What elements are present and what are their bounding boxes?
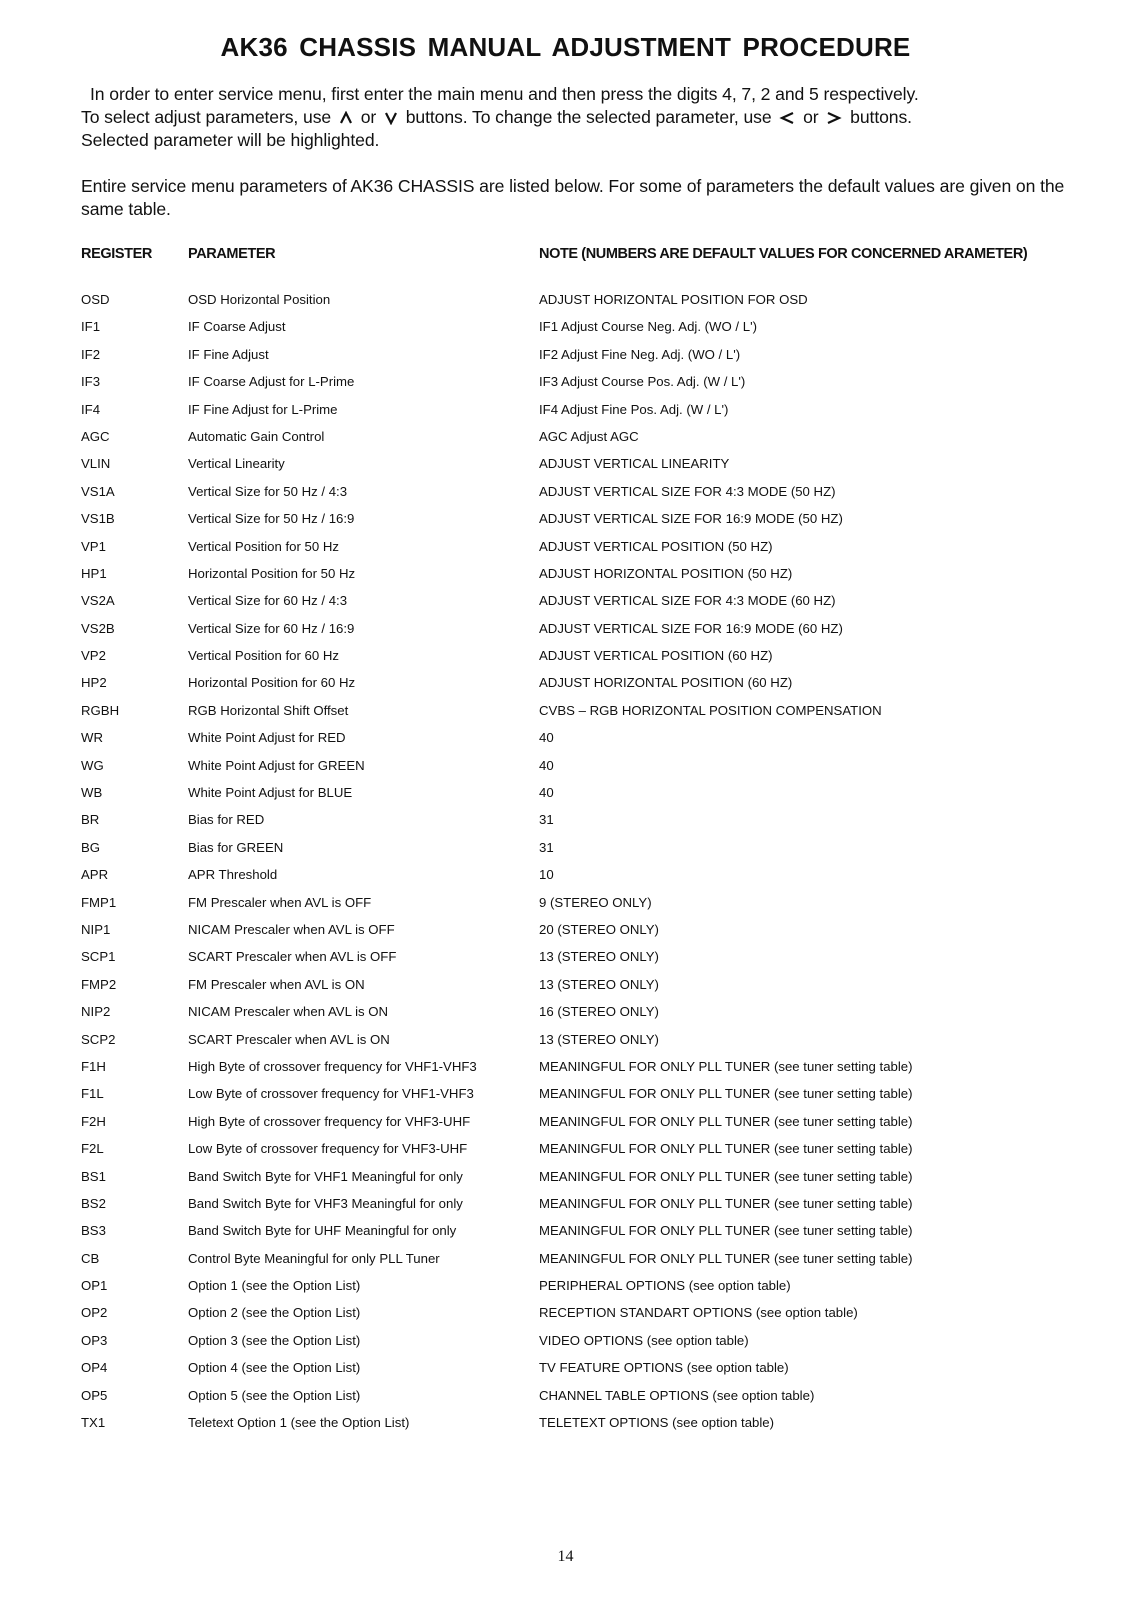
table-row bbox=[0, 1056, 1131, 1083]
register-cell: SCP2 bbox=[81, 1031, 116, 1047]
up-arrow-icon bbox=[339, 111, 353, 125]
table-row bbox=[0, 755, 1131, 782]
table-row bbox=[0, 1385, 1131, 1412]
parameter-cell: Horizontal Position for 60 Hz bbox=[188, 675, 356, 691]
table-row bbox=[0, 371, 1131, 398]
note-cell: ADJUST HORIZONTAL POSITION (50 HZ) bbox=[539, 565, 793, 581]
table-row bbox=[0, 974, 1131, 1001]
note-cell: 10 bbox=[539, 867, 554, 883]
note-cell: TELETEXT OPTIONS (see option table) bbox=[539, 1415, 775, 1431]
header-parameter: PARAMETER bbox=[188, 246, 276, 262]
parameter-cell: IF Fine Adjust for L-Prime bbox=[188, 401, 338, 417]
table-row bbox=[0, 481, 1131, 508]
register-cell: IF2 bbox=[81, 346, 101, 362]
parameter-cell: RGB Horizontal Shift Offset bbox=[188, 702, 349, 718]
parameter-cell: IF Fine Adjust bbox=[188, 346, 269, 362]
note-cell: CHANNEL TABLE OPTIONS (see option table) bbox=[539, 1387, 815, 1403]
note-cell: MEANINGFUL FOR ONLY PLL TUNER (see tuner setting table) bbox=[539, 1086, 913, 1102]
parameter-cell: Option 2 (see the Option List) bbox=[188, 1305, 361, 1321]
note-cell: AGC Adjust AGC bbox=[539, 428, 639, 444]
register-cell: NIP2 bbox=[81, 1004, 111, 1020]
parameter-cell: Vertical Position for 60 Hz bbox=[188, 648, 339, 664]
register-cell: F2H bbox=[81, 1113, 106, 1129]
note-cell: MEANINGFUL FOR ONLY PLL TUNER (see tuner setting table) bbox=[539, 1223, 913, 1239]
intro-paragraph-2: Entire service menu parameters of AK36 CHASSIS are listed below. For some of parameters the default values are given on the same table. bbox=[81, 176, 1065, 219]
table-row bbox=[0, 399, 1131, 426]
note-cell: ADJUST VERTICAL SIZE FOR 4:3 MODE (50 HZ) bbox=[539, 483, 836, 499]
register-cell: VS2B bbox=[81, 620, 115, 636]
register-cell: OP2 bbox=[81, 1305, 108, 1321]
note-cell: MEANINGFUL FOR ONLY PLL TUNER (see tuner setting table) bbox=[539, 1168, 913, 1184]
table-row bbox=[0, 1083, 1131, 1110]
table-row bbox=[0, 344, 1131, 371]
note-cell: 13 (STEREO ONLY) bbox=[539, 1031, 659, 1047]
table-row bbox=[0, 563, 1131, 590]
header-note: NOTE (NUMBERS ARE DEFAULT VALUES FOR CONCERNED ARAMETER) bbox=[539, 246, 1028, 262]
table-row bbox=[0, 672, 1131, 699]
note-cell: IF1 Adjust Course Neg. Adj. (WO / L') bbox=[539, 319, 757, 335]
parameter-cell: SCART Prescaler when AVL is OFF bbox=[188, 949, 397, 965]
register-cell: BS2 bbox=[81, 1195, 106, 1211]
parameter-cell: Low Byte of crossover frequency for VHF1-VHF3 bbox=[188, 1086, 474, 1102]
note-cell: PERIPHERAL OPTIONS (see option table) bbox=[539, 1278, 791, 1294]
parameter-cell: Band Switch Byte for VHF1 Meaningful for only bbox=[188, 1168, 463, 1184]
parameter-cell: FM Prescaler when AVL is OFF bbox=[188, 894, 372, 910]
note-cell: ADJUST VERTICAL LINEARITY bbox=[539, 456, 730, 472]
left-arrow-icon bbox=[779, 111, 795, 125]
note-cell: IF4 Adjust Fine Pos. Adj. (W / L') bbox=[539, 401, 729, 417]
parameter-cell: White Point Adjust for RED bbox=[188, 730, 346, 746]
note-cell: 13 (STEREO ONLY) bbox=[539, 949, 659, 965]
register-cell: IF1 bbox=[81, 319, 101, 335]
parameter-cell: Option 1 (see the Option List) bbox=[188, 1278, 361, 1294]
register-cell: HP1 bbox=[81, 565, 107, 581]
note-cell: ADJUST VERTICAL SIZE FOR 16:9 MODE (50 HZ) bbox=[539, 511, 843, 527]
parameter-cell: APR Threshold bbox=[188, 867, 278, 883]
table-row bbox=[0, 1166, 1131, 1193]
table-row bbox=[0, 1330, 1131, 1357]
table-row bbox=[0, 1248, 1131, 1275]
table-row bbox=[0, 1302, 1131, 1329]
paragraph-gap bbox=[81, 152, 1091, 175]
register-cell: IF4 bbox=[81, 401, 101, 417]
down-arrow-icon bbox=[384, 111, 398, 125]
table-row bbox=[0, 1357, 1131, 1384]
note-cell: MEANINGFUL FOR ONLY PLL TUNER (see tuner setting table) bbox=[539, 1058, 913, 1074]
note-cell: MEANINGFUL FOR ONLY PLL TUNER (see tuner setting table) bbox=[539, 1250, 913, 1266]
register-cell: BR bbox=[81, 812, 100, 828]
table-row bbox=[0, 864, 1131, 891]
note-cell: CVBS – RGB HORIZONTAL POSITION COMPENSATION bbox=[539, 702, 882, 718]
right-arrow-icon bbox=[826, 111, 842, 125]
parameter-cell: IF Coarse Adjust for L-Prime bbox=[188, 374, 355, 390]
intro-line-2-part-b: buttons. To change the selected parameter, use bbox=[405, 107, 772, 127]
parameter-cell: OSD Horizontal Position bbox=[188, 292, 331, 307]
note-cell: 20 (STEREO ONLY) bbox=[539, 921, 659, 937]
parameter-cell: High Byte of crossover frequency for VHF1-VHF3 bbox=[188, 1058, 477, 1074]
parameter-cell: White Point Adjust for BLUE bbox=[188, 785, 353, 801]
register-cell: NIP1 bbox=[81, 921, 111, 937]
register-cell: TX1 bbox=[81, 1415, 106, 1431]
intro-or-2: or bbox=[803, 107, 819, 127]
parameter-cell: NICAM Prescaler when AVL is ON bbox=[188, 1004, 389, 1020]
register-cell: F2L bbox=[81, 1141, 104, 1157]
parameter-cell: Control Byte Meaningful for only PLL Tuner bbox=[188, 1250, 440, 1266]
parameter-cell: High Byte of crossover frequency for VHF3-UHF bbox=[188, 1113, 471, 1129]
note-cell: 40 bbox=[539, 757, 554, 773]
parameter-cell: Vertical Size for 60 Hz / 16:9 bbox=[188, 620, 355, 636]
register-cell: VP2 bbox=[81, 648, 106, 664]
parameter-cell: Automatic Gain Control bbox=[188, 428, 325, 444]
register-cell: OP5 bbox=[81, 1387, 108, 1403]
register-cell: WR bbox=[81, 730, 103, 746]
header-register: REGISTER bbox=[81, 246, 152, 262]
parameter-cell: IF Coarse Adjust bbox=[188, 319, 286, 335]
register-cell: APR bbox=[81, 867, 109, 883]
parameter-cell: Vertical Position for 50 Hz bbox=[188, 538, 339, 554]
note-cell: 40 bbox=[539, 730, 554, 746]
register-cell: VS1A bbox=[81, 483, 115, 499]
parameter-cell: Band Switch Byte for UHF Meaningful for only bbox=[188, 1223, 457, 1239]
register-cell: VP1 bbox=[81, 538, 106, 554]
intro-text bbox=[81, 83, 1091, 221]
note-cell: 40 bbox=[539, 785, 554, 801]
table-row bbox=[0, 1193, 1131, 1220]
table-row bbox=[0, 453, 1131, 480]
register-cell: SCP1 bbox=[81, 949, 116, 965]
parameter-cell: SCART Prescaler when AVL is ON bbox=[188, 1031, 390, 1047]
note-cell: 13 (STEREO ONLY) bbox=[539, 976, 659, 992]
parameter-cell: Low Byte of crossover frequency for VHF3-UHF bbox=[188, 1141, 468, 1157]
note-cell: MEANINGFUL FOR ONLY PLL TUNER (see tuner setting table) bbox=[539, 1195, 913, 1211]
register-cell: OSD bbox=[81, 292, 110, 307]
register-cell: OP3 bbox=[81, 1332, 108, 1348]
table-row bbox=[0, 1029, 1131, 1056]
note-cell: TV FEATURE OPTIONS (see option table) bbox=[539, 1360, 789, 1376]
table-row bbox=[0, 536, 1131, 563]
note-cell: VIDEO OPTIONS (see option table) bbox=[539, 1332, 749, 1348]
note-cell: IF3 Adjust Course Pos. Adj. (W / L') bbox=[539, 374, 746, 390]
table-row bbox=[0, 426, 1131, 453]
register-cell: WG bbox=[81, 757, 104, 773]
table-row bbox=[0, 618, 1131, 645]
register-cell: IF3 bbox=[81, 374, 101, 390]
note-cell: 31 bbox=[539, 812, 554, 828]
table-row bbox=[0, 837, 1131, 864]
parameter-cell: Vertical Size for 50 Hz / 4:3 bbox=[188, 483, 348, 499]
parameter-cell: Bias for GREEN bbox=[188, 839, 284, 855]
table-row bbox=[0, 1412, 1131, 1439]
table-row bbox=[0, 1138, 1131, 1165]
note-cell: ADJUST HORIZONTAL POSITION FOR OSD bbox=[539, 292, 808, 307]
parameter-cell: White Point Adjust for GREEN bbox=[188, 757, 365, 773]
table-row bbox=[0, 1001, 1131, 1028]
table-row bbox=[0, 946, 1131, 973]
parameter-cell: Vertical Size for 60 Hz / 4:3 bbox=[188, 593, 348, 609]
note-cell: ADJUST VERTICAL POSITION (60 HZ) bbox=[539, 648, 773, 664]
parameter-cell: Horizontal Position for 50 Hz bbox=[188, 565, 356, 581]
page-number: 14 bbox=[557, 1548, 574, 1565]
table-row bbox=[0, 1111, 1131, 1138]
table-row bbox=[0, 645, 1131, 672]
register-cell: VS1B bbox=[81, 511, 115, 527]
register-cell: BS3 bbox=[81, 1223, 106, 1239]
parameter-cell: Teletext Option 1 (see the Option List) bbox=[188, 1415, 410, 1431]
parameter-cell: FM Prescaler when AVL is ON bbox=[188, 976, 365, 992]
intro-line-2-part-a: To select adjust parameters, use bbox=[81, 107, 332, 127]
register-cell: F1H bbox=[81, 1058, 106, 1074]
register-cell: FMP2 bbox=[81, 976, 117, 992]
register-cell: OP1 bbox=[81, 1278, 108, 1294]
register-cell: RGBH bbox=[81, 702, 120, 718]
intro-or-1: or bbox=[360, 107, 377, 127]
intro-line-1: In order to enter service menu, first enter the main menu and then press the digits 4, 7, 2 and 5 respectively. bbox=[90, 84, 919, 104]
parameter-table bbox=[0, 289, 1131, 1439]
table-row bbox=[0, 919, 1131, 946]
intro-line-2 bbox=[81, 106, 1091, 129]
table-row bbox=[0, 892, 1131, 919]
note-cell: RECEPTION STANDART OPTIONS (see option table) bbox=[539, 1305, 858, 1321]
parameter-cell: Vertical Linearity bbox=[188, 456, 285, 472]
table-row bbox=[0, 700, 1131, 727]
register-cell: VLIN bbox=[81, 456, 111, 472]
parameter-cell: Band Switch Byte for VHF3 Meaningful for only bbox=[188, 1195, 463, 1211]
note-cell: MEANINGFUL FOR ONLY PLL TUNER (see tuner setting table) bbox=[539, 1113, 913, 1129]
register-cell: OP4 bbox=[81, 1360, 108, 1376]
note-cell: 31 bbox=[539, 839, 554, 855]
register-cell: VS2A bbox=[81, 593, 115, 609]
table-row bbox=[0, 809, 1131, 836]
parameter-cell: Option 4 (see the Option List) bbox=[188, 1360, 361, 1376]
intro-line-2-part-c: buttons. bbox=[850, 107, 912, 127]
note-cell: ADJUST HORIZONTAL POSITION (60 HZ) bbox=[539, 675, 793, 691]
note-cell: 9 (STEREO ONLY) bbox=[539, 894, 652, 910]
register-cell: F1L bbox=[81, 1086, 104, 1102]
table-row bbox=[0, 782, 1131, 809]
parameter-cell: NICAM Prescaler when AVL is OFF bbox=[188, 921, 395, 937]
register-cell: BS1 bbox=[81, 1168, 106, 1184]
note-cell: ADJUST VERTICAL SIZE FOR 16:9 MODE (60 HZ) bbox=[539, 620, 843, 636]
register-cell: BG bbox=[81, 839, 101, 855]
note-cell: ADJUST VERTICAL SIZE FOR 4:3 MODE (60 HZ) bbox=[539, 593, 836, 609]
table-row bbox=[0, 727, 1131, 754]
intro-line-3: Selected parameter will be highlighted. bbox=[81, 130, 380, 150]
table-row bbox=[0, 1220, 1131, 1247]
table-row bbox=[0, 316, 1131, 343]
register-cell: AGC bbox=[81, 428, 110, 444]
parameter-cell: Vertical Size for 50 Hz / 16:9 bbox=[188, 511, 355, 527]
register-cell: CB bbox=[81, 1250, 100, 1266]
table-row bbox=[0, 1275, 1131, 1302]
note-cell: IF2 Adjust Fine Neg. Adj. (WO / L') bbox=[539, 346, 741, 362]
note-cell: 16 (STEREO ONLY) bbox=[539, 1004, 659, 1020]
parameter-cell: Option 3 (see the Option List) bbox=[188, 1332, 361, 1348]
page-title: AK36 CHASSIS MANUAL ADJUSTMENT PROCEDURE bbox=[220, 32, 911, 62]
table-row bbox=[0, 590, 1131, 617]
note-cell: ADJUST VERTICAL POSITION (50 HZ) bbox=[539, 538, 773, 554]
parameter-cell: Option 5 (see the Option List) bbox=[188, 1387, 361, 1403]
register-cell: FMP1 bbox=[81, 894, 117, 910]
table-row bbox=[0, 508, 1131, 535]
table-row bbox=[0, 289, 1131, 316]
parameter-cell: Bias for RED bbox=[188, 812, 265, 828]
register-cell: HP2 bbox=[81, 675, 107, 691]
register-cell: WB bbox=[81, 785, 103, 801]
note-cell: MEANINGFUL FOR ONLY PLL TUNER (see tuner setting table) bbox=[539, 1141, 913, 1157]
